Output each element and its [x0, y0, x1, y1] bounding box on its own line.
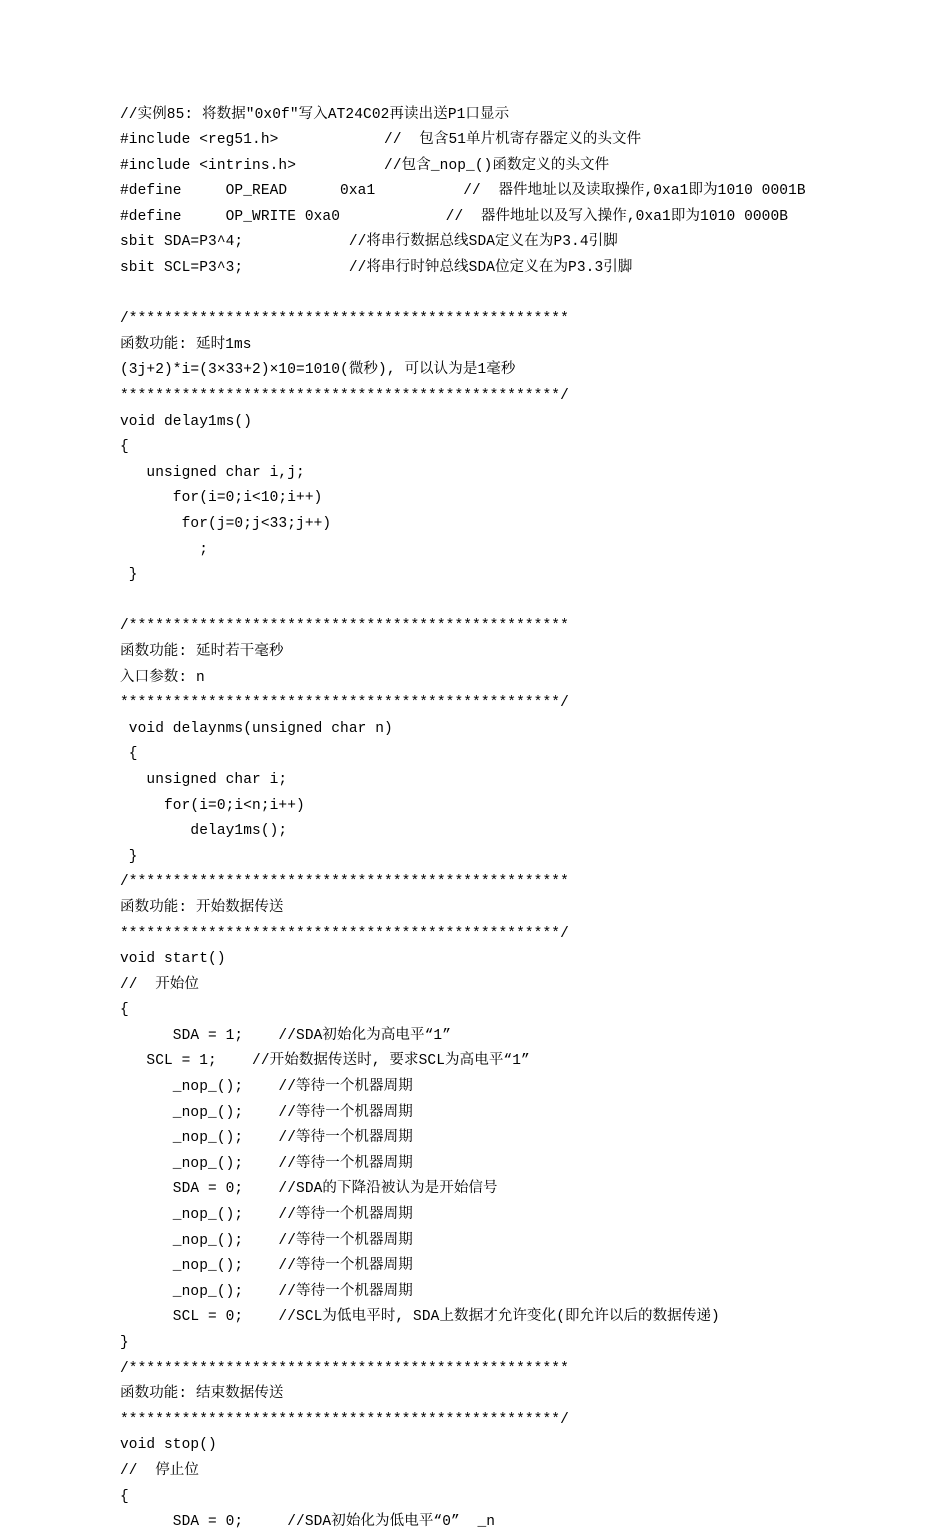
- code-line: (3j+2)*i=(3×33+2)×10=1010(微秒), 可以认为是1毫秒: [120, 362, 516, 379]
- code-line: sbit SDA=P3^4; //将串行数据总线SDA定义在为P3.4引脚: [120, 234, 618, 251]
- code-line: sbit SCL=P3^3; //将串行时钟总线SDA位定义在为P3.3引脚: [120, 260, 633, 277]
- code-line: _nop_(); //等待一个机器周期: [120, 1079, 413, 1096]
- code-line: /**************************************************: [120, 311, 569, 328]
- code-line: {: [120, 439, 129, 456]
- code-line: unsigned char i;: [120, 771, 288, 788]
- code-line: /**************************************************: [120, 1360, 569, 1377]
- code-line: delay1ms();: [120, 823, 288, 840]
- code-line: for(i=0;i<n;i++): [120, 797, 305, 814]
- code-line: void start(): [120, 951, 226, 968]
- code-line: void delaynms(unsigned char n): [120, 720, 393, 737]
- code-line: [120, 589, 830, 615]
- code-line: _nop_(); //等待一个机器周期: [120, 1207, 413, 1224]
- code-line: _nop_(); //等待一个机器周期: [120, 1232, 413, 1249]
- code-line: #define OP_WRITE 0xa0 // 器件地址以及写入操作,0xa1即为1010 0000B: [120, 208, 789, 225]
- code-line: void stop(): [120, 1437, 217, 1454]
- code-line: 入口参数: n: [120, 669, 205, 686]
- code-line: // 停止位: [120, 1462, 200, 1479]
- code-line: _nop_(); //等待一个机器周期: [120, 1283, 413, 1300]
- code-line: #define OP_READ 0xa1 // 器件地址以及读取操作,0xa1即为1010 0001B: [120, 183, 806, 200]
- code-line: 函数功能: 延时1ms: [120, 336, 252, 353]
- code-line: **************************************************/: [120, 925, 569, 942]
- code-line: SCL = 0; //SCL为低电平时, SDA上数据才允许变化(即允许以后的数据传递): [120, 1309, 720, 1326]
- code-line: SCL = 1; //开始数据传送时, 要求SCL为高电平“1”: [120, 1053, 530, 1070]
- code-line: }: [120, 567, 138, 584]
- code-line: /**************************************************: [120, 618, 569, 635]
- code-line: // 开始位: [120, 976, 200, 993]
- code-line: SDA = 0; //SDA初始化为低电平“0” _n: [120, 1514, 496, 1531]
- code-line: 函数功能: 结束数据传送: [120, 1386, 284, 1403]
- code-line: for(i=0;i<10;i++): [120, 490, 323, 507]
- code-line: {: [120, 1488, 129, 1505]
- code-line: ;: [120, 541, 209, 558]
- code-line: void delay1ms(): [120, 413, 253, 430]
- code-line: _nop_(); //等待一个机器周期: [120, 1155, 413, 1172]
- code-line: _nop_(); //等待一个机器周期: [120, 1104, 413, 1121]
- code-line: SDA = 1; //SDA初始化为高电平“1”: [120, 1027, 452, 1044]
- code-line: {: [120, 1002, 129, 1019]
- code-line: {: [120, 746, 138, 763]
- code-line: }: [120, 848, 138, 865]
- code-line: #include <intrins.h> //包含_nop_()函数定义的头文件: [120, 157, 610, 174]
- code-line: [120, 282, 830, 308]
- code-line: SDA = 0; //SDA的下降沿被认为是开始信号: [120, 1181, 498, 1198]
- code-line: /**************************************************: [120, 874, 569, 891]
- code-line: 函数功能: 延时若干毫秒: [120, 643, 284, 660]
- source-code-block: [120, 103, 830, 1536]
- code-line: _nop_(); //等待一个机器周期: [120, 1130, 413, 1147]
- code-line: 函数功能: 开始数据传送: [120, 899, 284, 916]
- code-line: **************************************************/: [120, 695, 569, 712]
- code-line: for(j=0;j<33;j++): [120, 516, 332, 532]
- code-line: unsigned char i,j;: [120, 464, 305, 481]
- code-line: **************************************************/: [120, 1411, 569, 1428]
- code-line: _nop_(); //等待一个机器周期: [120, 1258, 413, 1275]
- code-line: **************************************************/: [120, 388, 569, 405]
- code-line: #include <reg51.h> // 包含51单片机寄存器定义的头文件: [120, 132, 642, 149]
- code-line: }: [120, 1335, 129, 1351]
- code-line: //实例85: 将数据"0x0f"写入AT24C02再读出送P1口显示: [120, 106, 510, 123]
